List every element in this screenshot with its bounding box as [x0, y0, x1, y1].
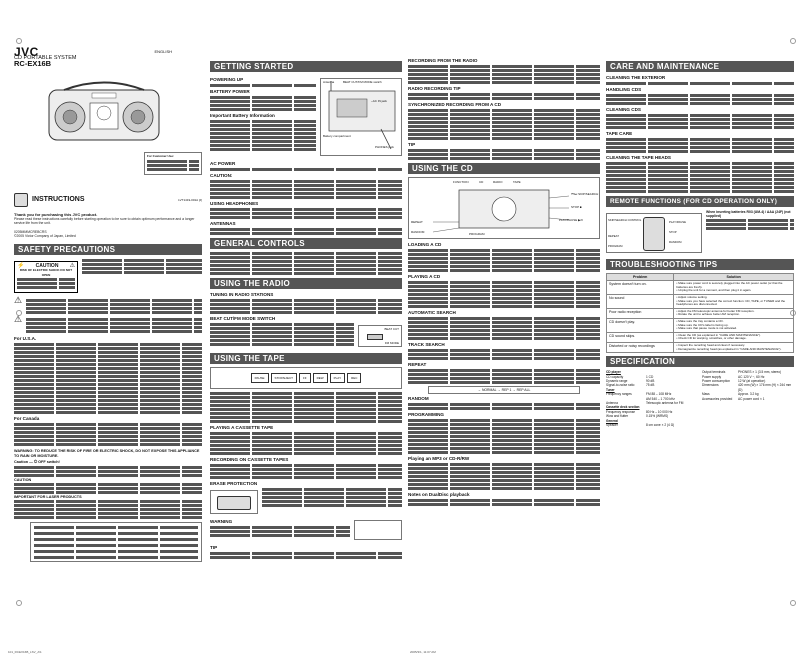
problem-cell: System doesn't turn on. [607, 281, 674, 295]
sync-rec-heading: SYNCHRONIZED RECORDING FROM A CD [408, 102, 502, 107]
remote-label-play: PLAY/PAUSE [669, 220, 686, 224]
dualdisc-heading: Notes on DualDisc playback [408, 492, 470, 498]
spec-value: 12 W (at operation) [738, 379, 766, 384]
cassette-tape-figure [354, 520, 402, 540]
battery-compartment-label: Battery compartment [323, 134, 351, 138]
table-row [607, 319, 794, 333]
copyright: ©2005 Victor Company of Japan, Limited [14, 233, 76, 238]
trouble-col-solution: Solution [674, 274, 794, 281]
cd-label-play: PLAY/PAUSE ▶/II [559, 218, 583, 222]
cassette-tab-figure [210, 490, 258, 514]
solution-cell: • Adjust volume setting. • Make sure you have selected the correct function: CD, TAPE, or TUNER and the headphones are disconnected. [674, 295, 794, 309]
thanks-text: Please read these instructions carefully before starting operation to be sure to obtain optimum performance and a longer service life from the unit. [14, 216, 195, 226]
book-icon [14, 193, 28, 207]
solution-cell: • Clean the CD (as explained in "CARE AND MAINTENANCE"). • Check CD for warping, scratches, or other damage. [674, 332, 794, 342]
column-cd [408, 58, 600, 650]
repeat-sequence: → NORMAL → REP 1 → REP ALL [428, 386, 580, 394]
section-care: CARE AND MAINTENANCE [606, 61, 794, 72]
handling-cds-heading: HANDLING CDS [606, 87, 642, 92]
spec-label: Power supply [702, 374, 722, 379]
cassette-icon [217, 496, 251, 510]
repeat-heading: REPEAT [408, 362, 427, 367]
trouble-col-problem: Problem [607, 274, 674, 281]
caution-heading: CAUTION: [210, 173, 233, 178]
radio-tip-heading: RADIO RECORDING TIP [408, 86, 461, 91]
spec-value: 90 dB [646, 379, 655, 384]
remote-label-program: PROGRAM [608, 244, 623, 248]
tape-button-rew: REW [313, 373, 328, 383]
phones-label: PHONES jack [375, 145, 394, 149]
beat-cut-switch-figure [358, 325, 402, 347]
spec-right [702, 370, 794, 427]
spec-cassette-heading: Cassette deck section [606, 405, 640, 410]
ac-in-label: ~AC IN jack [371, 99, 387, 103]
cd-label-radio: RADIO [493, 180, 503, 184]
cleaning-heads-heading: CLEANING THE TAPE HEADS [606, 155, 671, 160]
spec-value: Approx. 3.2 kg [738, 392, 759, 397]
punch-hole [790, 38, 796, 44]
section-general-controls: GENERAL CONTROLS [210, 238, 402, 249]
section-using-tape: USING THE TAPE [210, 353, 402, 364]
auto-search-heading: AUTOMATIC SEARCH [408, 310, 456, 315]
track-search-heading: TRACK SEARCH [408, 342, 445, 347]
rear-panel-figure [320, 78, 402, 156]
tape-button-rec: REC [347, 373, 361, 383]
caution-subtitle: RISK OF ELECTRIC SHOCK DO NOT OPEN [19, 268, 73, 277]
footer-left-code: 101_RCEX16B_LSV_AS [8, 650, 42, 654]
erase-protection-heading: ERASE PROTECTION [210, 481, 258, 486]
spec-cd-heading: CD player [606, 370, 621, 375]
cd-controls-figure [408, 177, 600, 239]
exclamation-triangle-icon: ⚠ [14, 314, 23, 325]
section-using-radio: USING THE RADIO [210, 278, 402, 289]
table-row [607, 308, 794, 318]
cleaning-cds-heading: CLEANING CDS [606, 107, 641, 112]
section-safety: SAFETY PRECAUTIONS [14, 244, 202, 255]
laser-label-figure [30, 522, 202, 562]
warning-heading: WARNING [210, 519, 233, 524]
caution-label-box [14, 261, 78, 293]
programming-heading: PROGRAMMING [408, 412, 444, 418]
spec-value: 1 CD [646, 374, 654, 379]
caution-title: CAUTION [35, 263, 59, 270]
tuning-heading: TUNING IN RADIO STATIONS [210, 292, 274, 297]
cleaning-exterior-heading: CLEANING THE EXTERIOR [606, 75, 666, 80]
spec-label: Speaker [606, 423, 618, 428]
problem-cell: CD doesn't play. [607, 319, 674, 333]
caution-heading-2: CAUTION [14, 477, 32, 482]
spec-label: Frequency ranges [606, 392, 632, 397]
powering-up-heading: POWERING UP [210, 77, 244, 82]
playing-cassette-heading: PLAYING A CASSETTE TAPE [210, 425, 274, 430]
spec-label: Accessories provided [702, 396, 733, 401]
spec-value: AC 120 V ~, 60 Hz [738, 374, 765, 379]
warning-text: WARNING: TO REDUCE THE RISK OF FIRE OR ELECTRIC SHOCK, DO NOT EXPOSE THIS APPLIANCE TO RAIN OR MOISTURE. [14, 449, 200, 458]
problem-cell: No sound [607, 295, 674, 309]
tip-heading-c3: TIP [408, 142, 416, 147]
problem-cell: Distorted or noisy recordings [607, 343, 674, 353]
spec-label: Frequency response [606, 409, 636, 414]
mp3-heading: Playing an MP3 or CD-R/RW [408, 456, 470, 462]
cd-label-random: RANDOM [411, 230, 425, 234]
headphones-heading: USING HEADPHONES [210, 201, 259, 206]
footer-right-timestamp: 2005/3/1, 11:07 AM [410, 650, 436, 654]
remote-label-stop: STOP [669, 230, 677, 234]
section-using-cd: USING THE CD [408, 163, 600, 174]
boombox-illustration [44, 75, 164, 145]
table-row [607, 343, 794, 353]
section-troubleshooting: TROUBLESHOOTING TIPS [606, 259, 794, 270]
tape-button-pause: PAUSE [251, 373, 269, 383]
lightning-triangle-icon: ⚠ [14, 295, 23, 306]
solution-cell: • Adjust the FM telescopic antenna for better FM reception. • Rotate the unit to achieve better AM reception. [674, 308, 794, 318]
tape-button-play: PLAY [330, 373, 345, 383]
section-getting-started: GETTING STARTED [210, 61, 402, 72]
troubleshooting-table [606, 273, 794, 353]
spec-general-heading: General [606, 418, 618, 423]
tip-heading-c2: TIP [210, 545, 218, 550]
canada-heading: For Canada [14, 416, 40, 422]
language-label: ENGLISH [154, 48, 172, 54]
recording-cassette-heading: RECORDING ON CASSETTE TAPES [210, 457, 289, 462]
spec-value: 0.15% (WRMS) [646, 414, 669, 419]
product-title: CD PORTABLE SYSTEM [14, 55, 77, 61]
spec-label: Antenna [606, 401, 618, 406]
remote-label-random: RANDOM [669, 240, 682, 244]
spec-value: Telescopic antenna for FM [646, 401, 684, 406]
section-remote: REMOTE FUNCTIONS (FOR CD OPERATION ONLY) [606, 196, 794, 207]
spec-value: 75 dB [646, 383, 655, 388]
solution-cell: • Inspect the recording head and clean if necessary. • Demagnetize recording head (as explained in "CARE AND MAINTENANCE"). [674, 343, 794, 353]
cd-label-stop: STOP ■ [571, 205, 582, 209]
beat-cut-fm-label: BEAT CUT/FM MODE switch [343, 80, 382, 84]
customer-use-box [144, 152, 202, 175]
tape-button-ff: FF [299, 373, 311, 383]
table-row [607, 281, 794, 295]
column-getting-started [210, 58, 402, 650]
remote-figure [606, 213, 702, 253]
spec-value: 8 cm cone × 2 (4 Ω) [646, 423, 675, 428]
laser-heading: IMPORTANT FOR LASER PRODUCTS [14, 494, 82, 499]
cd-label-program: PROGRAM [469, 232, 485, 236]
cd-label-cd: CD [479, 180, 484, 184]
table-row [607, 295, 794, 309]
solution-cell: • Make sure power cord is securely plugged into the AC power outlet (or that the batteries are fresh). • Unplug the unit for a moment, and then plug it in again. [674, 281, 794, 295]
spec-label: Dynamic range [606, 379, 628, 384]
spec-value: FM 88 – 108 MHz [646, 392, 672, 397]
spec-label: Dimensions [702, 383, 719, 388]
column-care [606, 58, 794, 650]
fm-mode-label: FM MODE [384, 340, 399, 345]
random-heading: RANDOM [408, 396, 429, 402]
antenna-label: Antenna [323, 80, 335, 84]
usa-heading: For U.S.A. [14, 336, 37, 342]
page-code: LVT1419-001A [J] [178, 197, 202, 202]
spec-value: 420 mm (W) × 176 mm (H) × 244 mm (D) [738, 383, 792, 392]
antennas-heading: ANTENNAS [210, 221, 236, 226]
beat-cut-heading: BEAT CUT/FM MODE SWITCH [210, 316, 276, 321]
problem-cell: CD sound skips. [607, 332, 674, 342]
cd-label-repeat: REPEAT [411, 220, 423, 224]
remote-control-icon [643, 217, 665, 251]
rear-panel-drawing [321, 79, 401, 155]
spec-value: AC power cord × 1 [738, 396, 765, 401]
remote-battery-note: When inserting batteries R03 (UM-4) / AAA (24F) (not supplied) [706, 210, 791, 219]
brand-logo: JVC [14, 44, 39, 59]
playing-heading: PLAYING A CD [408, 274, 441, 279]
spec-label: Mass [702, 392, 710, 397]
model-code: 0205MMMCREBCRS [14, 229, 47, 234]
rec-radio-heading: RECORDING FROM THE RADIO [408, 58, 478, 63]
spec-label: Power consumption [702, 379, 730, 384]
instructions-heading: INSTRUCTIONS [32, 195, 85, 203]
thanks-heading: Thank you for purchasing this JVC product. [14, 211, 98, 217]
cd-label-function: FUNCTION [453, 180, 469, 184]
loading-heading: LOADING A CD [408, 242, 442, 247]
lightning-icon: ⚡ [17, 263, 25, 270]
section-specification: SPECIFICATION [606, 356, 794, 367]
tape-care-heading: TAPE CARE [606, 131, 633, 136]
cd-label-skip: ⏮/⏭ SKIP/SEARCH [571, 192, 599, 196]
remote-label-repeat: REPEAT [608, 234, 619, 238]
battery-power-heading: BATTERY POWER [210, 89, 250, 94]
table-row [607, 332, 794, 342]
cd-label-tape: TAPE [513, 180, 521, 184]
spec-label: Signal-to-noise ratio [606, 383, 635, 388]
spec-label: CD capacity [606, 374, 624, 379]
column-cover [14, 40, 202, 650]
customer-use-title: For Customer Use: [147, 153, 175, 158]
spec-value: PHONES × 1 (3.5 mm, stereo) [738, 370, 782, 375]
problem-cell: Poor radio reception [607, 308, 674, 318]
spec-left [606, 370, 698, 427]
important-battery-heading: Important Battery Information [210, 113, 275, 118]
beat-cut-label: BEAT CUT [384, 327, 399, 331]
warning-triangle-icon: ⚠ [69, 263, 75, 270]
solution-cell: • Make sure the tray contains a CD. • Make sure the CD's label is facing up. • Make sure that pause mode is not activated. [674, 319, 794, 333]
tape-buttons-figure [210, 367, 402, 389]
ac-power-heading: AC POWER [210, 161, 236, 166]
spec-value: AM 540 – 1 700 kHz [646, 396, 675, 401]
spec-label: Wow and flutter [606, 414, 629, 419]
spec-value: 80 Hz – 10 000 Hz [646, 409, 673, 414]
model-number: RC-EX16B [14, 59, 52, 69]
spec-label: Output terminals [702, 370, 726, 375]
remote-label-skip: SKIP/SEARCH CONTROL [608, 218, 642, 222]
spec-tuner-heading: Tuner [606, 387, 615, 392]
caution-off-switch: Caution — ⏻ OFF switch! [14, 460, 60, 465]
tape-button-stop-eject: STOP/EJECT [271, 373, 297, 383]
switch-icon [367, 334, 383, 340]
